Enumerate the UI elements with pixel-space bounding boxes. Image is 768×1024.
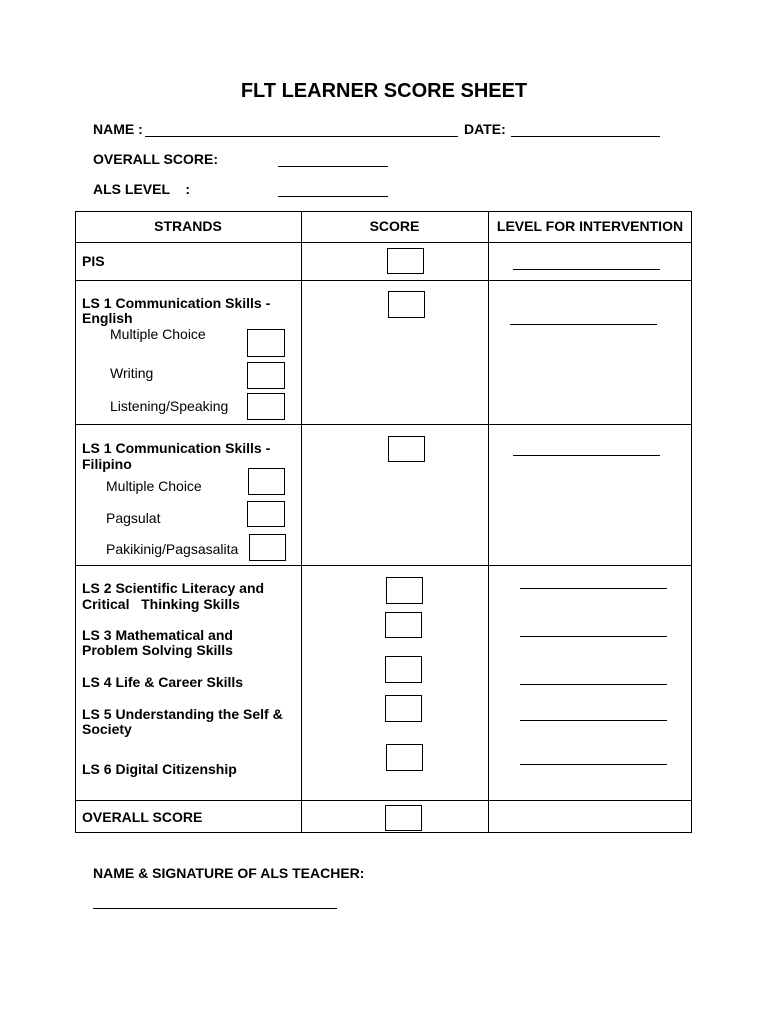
- sub-item-label: Listening/Speaking: [110, 398, 229, 414]
- score-box-ls3[interactable]: [385, 612, 422, 638]
- sub-score-box[interactable]: [247, 362, 285, 389]
- strand-ls4-title: LS 4 Life & Career Skills: [82, 674, 244, 690]
- strand-ls2-subtitle: Critical Thinking Skills: [82, 596, 240, 612]
- strand-ls1-filipino-subtitle: Filipino: [82, 456, 132, 472]
- teacher-signature-label: NAME & SIGNATURE OF ALS TEACHER:: [93, 865, 365, 881]
- intervention-line-ls1-filipino[interactable]: [513, 455, 660, 456]
- column-divider: [488, 211, 489, 833]
- sub-score-box[interactable]: [249, 534, 286, 561]
- sub-item-label: Pagsulat: [106, 510, 161, 526]
- row-divider: [75, 565, 692, 566]
- strand-ls3-subtitle: Problem Solving Skills: [82, 642, 233, 658]
- score-box-ls1-english[interactable]: [388, 291, 425, 318]
- intervention-line-ls6[interactable]: [520, 764, 667, 765]
- als-level-label: ALS LEVEL :: [93, 181, 190, 197]
- name-field[interactable]: [145, 136, 458, 137]
- row-divider: [75, 242, 692, 243]
- overall-score-label: OVERALL SCORE:: [93, 151, 218, 167]
- sub-item-label: Pakikinig/Pagsasalita: [106, 541, 239, 557]
- sub-score-box[interactable]: [247, 501, 285, 527]
- score-box-ls4[interactable]: [385, 656, 422, 683]
- als-level-field[interactable]: [278, 196, 388, 197]
- strand-ls3-title: LS 3 Mathematical and: [82, 627, 233, 643]
- intervention-line-pis[interactable]: [513, 269, 660, 270]
- score-box-pis[interactable]: [387, 248, 424, 274]
- intervention-line-ls2[interactable]: [520, 588, 667, 589]
- name-label: NAME :: [93, 121, 143, 137]
- intervention-line-ls4[interactable]: [520, 684, 667, 685]
- column-header-score: SCORE: [369, 218, 420, 234]
- date-label: DATE:: [464, 121, 506, 137]
- sub-score-box[interactable]: [247, 329, 285, 357]
- intervention-line-ls3[interactable]: [520, 636, 667, 637]
- strand-ls1-filipino-title: LS 1 Communication Skills -: [82, 440, 271, 456]
- intervention-line-ls5[interactable]: [520, 720, 667, 721]
- strand-pis: PIS: [82, 253, 105, 269]
- row-divider: [75, 800, 692, 801]
- column-header-level: LEVEL FOR INTERVENTION: [496, 218, 684, 234]
- row-divider: [75, 280, 692, 281]
- overall-score-field[interactable]: [278, 166, 388, 167]
- sub-item-label: Multiple Choice: [110, 326, 206, 342]
- strand-ls1-english-title: LS 1 Communication Skills -: [82, 295, 271, 311]
- page-title: FLT LEARNER SCORE SHEET: [240, 80, 528, 102]
- score-box-ls6[interactable]: [386, 744, 423, 771]
- strand-overall-score: OVERALL SCORE: [82, 809, 203, 825]
- strand-ls6-title: LS 6 Digital Citizenship: [82, 761, 237, 777]
- strand-ls1-english-subtitle: English: [82, 310, 133, 326]
- score-box-ls2[interactable]: [386, 577, 423, 604]
- score-box-ls1-filipino[interactable]: [388, 436, 425, 462]
- row-divider: [75, 424, 692, 425]
- sub-item-label: Multiple Choice: [106, 478, 202, 494]
- column-header-strands: STRANDS: [154, 218, 222, 234]
- sub-score-box[interactable]: [248, 468, 285, 495]
- score-box-ls5[interactable]: [385, 695, 422, 722]
- sub-score-box[interactable]: [247, 393, 285, 420]
- strand-ls5-subtitle: Society: [82, 721, 132, 737]
- date-field[interactable]: [511, 136, 660, 137]
- strand-ls5-title: LS 5 Understanding the Self &: [82, 706, 283, 722]
- column-divider: [301, 211, 302, 833]
- strand-ls2-title: LS 2 Scientific Literacy and: [82, 580, 265, 596]
- sub-item-label: Writing: [110, 365, 154, 381]
- intervention-line-ls1-english[interactable]: [510, 324, 657, 325]
- teacher-signature-line[interactable]: [93, 908, 337, 909]
- score-box-overall[interactable]: [385, 805, 422, 831]
